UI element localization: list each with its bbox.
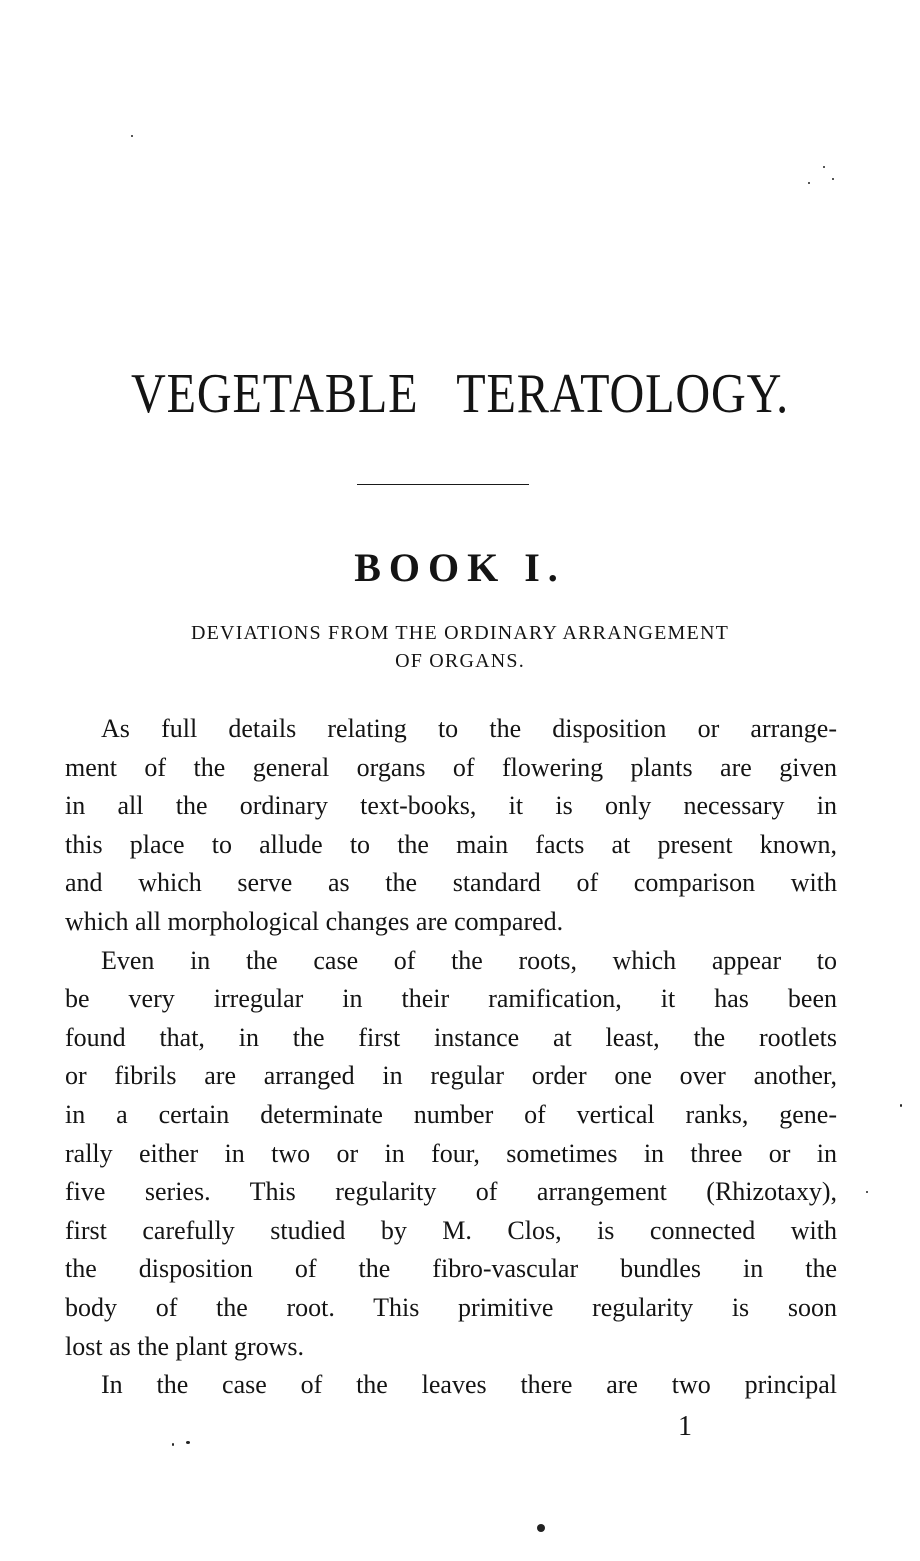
title-divider	[357, 484, 529, 485]
text-line: lost as the plant grows.	[65, 1331, 305, 1361]
text-line: five series. This regularity of arrangement (Rhizotaxy),	[65, 1177, 837, 1207]
subtitle-line: DEVIATIONS FROM THE ORDINARY ARRANGEMENT	[190, 622, 730, 644]
text-line: be very irregular in their ramification, it has been	[65, 984, 837, 1014]
scan-speck	[808, 182, 810, 184]
scan-speck	[832, 178, 834, 180]
text-line: Even in the case of the roots, which appear to	[101, 945, 837, 975]
scan-speck	[866, 1191, 868, 1193]
text-line: found that, in the first instance at least, the rootlets	[65, 1022, 837, 1052]
text-line: the disposition of the fibro-vascular bundles in the	[65, 1254, 837, 1284]
text-line: this place to allude to the main facts at present known,	[65, 829, 837, 859]
scan-speck	[823, 166, 825, 168]
text-line: body of the root. This primitive regularity is soon	[65, 1292, 837, 1322]
text-line: As full details relating to the disposition or arrange-	[101, 714, 837, 743]
text-line: in all the ordinary text-books, it is only necessary in	[65, 791, 837, 821]
subtitle-line: OF ORGANS.	[395, 650, 525, 672]
text-line: first carefully studied by M. Clos, is connected with	[65, 1215, 837, 1245]
text-line: or fibrils are arranged in regular order one over another,	[65, 1061, 837, 1091]
text-line: In the case of the leaves there are two principal	[101, 1370, 837, 1400]
book-heading: BOOK I.	[354, 545, 566, 590]
text-line: and which serve as the standard of comparison with	[65, 868, 837, 898]
text-line: in a certain determinate number of vertical ranks, gene-	[65, 1099, 837, 1129]
text-line: which all morphological changes are compared.	[65, 906, 564, 936]
scan-speck	[186, 1441, 190, 1444]
text-line: rally either in two or in four, sometimes in three or in	[65, 1138, 837, 1168]
page-number: 1	[678, 1411, 692, 1442]
scan-speck	[537, 1524, 545, 1532]
text-line: ment of the general organs of flowering plants are given	[65, 752, 837, 782]
body-text	[65, 710, 837, 1405]
scan-speck	[172, 1443, 174, 1446]
scan-speck	[900, 1104, 902, 1107]
page-title: VEGETABLE TERATOLOGY.	[130, 363, 790, 425]
scan-speck	[131, 135, 133, 137]
book-subtitle	[60, 619, 860, 675]
